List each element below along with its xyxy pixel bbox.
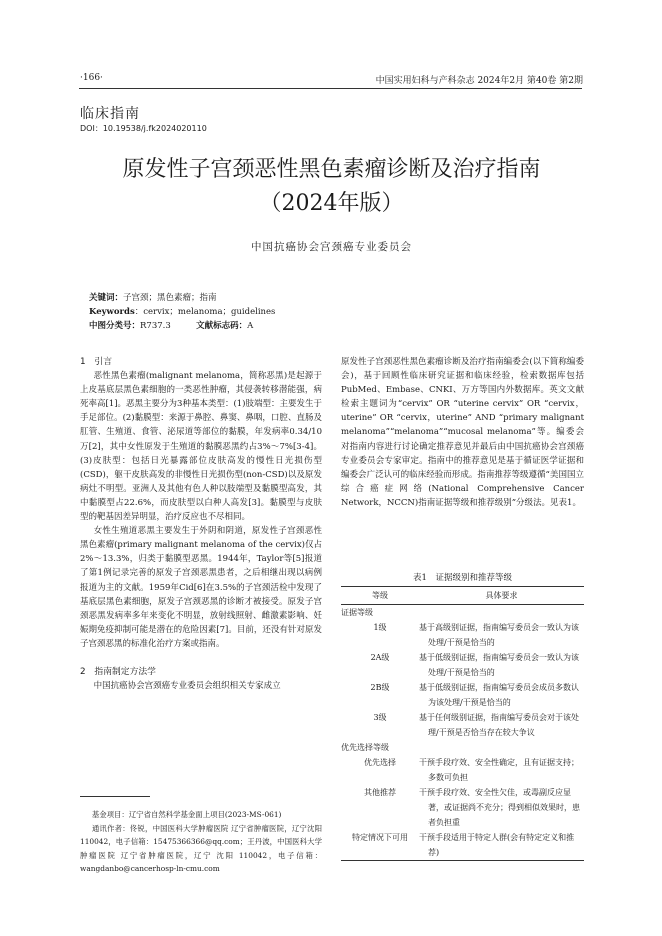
table-row [341,710,584,740]
keywords-en-label: Keywords [89,307,135,317]
table-cell-level: 证据等级 [341,608,373,617]
doi: DOI：10.19538/j.fk2024020110 [80,124,207,133]
section-label: 临床指南 [80,106,140,122]
table-cell-desc: 干预手段疗效、安全性欠佳，或毒副反应显著，或证据尚不充分；得到相似效果时，患者负担重 [419,788,580,827]
table-cell-level: 优先选择等级 [341,743,389,752]
table-cell-desc: 基于高级别证据，指南编写委员会一致认为该处理/干预是恰当的 [419,623,579,647]
table-cell-level: 特定情况下可用 [341,830,419,861]
section-1-heading: 1 引言 [80,357,112,367]
table-cell-level: 2B级 [370,683,390,692]
table-row [341,740,584,755]
table-cell-desc: 基于低级别证据，指南编写委员会成员多数认为该处理/干预是恰当的 [419,683,579,707]
keywords-en [89,306,275,319]
table-cell-desc: 基于低级别证据，指南编写委员会一致认为该处理/干预是恰当的 [419,653,579,677]
table-cell-desc: 干预手段疗效、安全性确定，且有证据支持；多数可负担 [419,758,579,782]
left-column [80,355,322,693]
clc-label: 中图分类号： [89,321,141,331]
evidence-table [341,586,584,861]
clc-code: R737.3 [140,321,171,331]
methodology-paragraph: 原发性子宫颈恶性黑色素瘤诊断及治疗指南编委会(以下简称编委会)，基于回顾性临床研究证据和临床经验，检索数据库包括PubMed、Embase、CNKI、万方等国内外数据库。英文文献检索主题词为“cervix” OR “uterine cervix” OR “cervix，uterine” OR “cervix，uterine” AND “primary malignant melanoma”“melanoma”“mucosal melanoma”等。编委会对指南内容进行讨论确定推荐意见并最后由中国抗癌协会宫颈癌专业委员会专家审定。指南中的推荐意见是基于循证医学证据和编委会广泛认可的临床经验而形成。指南推荐等级遵循“美国国立综合癌症网络(National Comprehensive Cancer Network，NCCN)指南证据等级和推荐级别”分级法。见表1。 [341,357,584,508]
keywords-cn [89,292,217,305]
table-row [341,755,584,785]
table-row [341,785,584,830]
authors: 中国抗癌协会宫颈癌专业委员会 [251,241,412,253]
table-header-row [341,587,584,605]
article-title: 原发性子宫颈恶性黑色素瘤诊断及治疗指南 [122,157,541,182]
table-cell-level: 1级 [373,623,387,632]
funding-note: 基金项目：辽宁省自然科学基金面上项目(2023-MS-061) [91,810,282,819]
section-2-heading: 2 指南制定方法学 [80,666,156,677]
table-cell-desc [419,740,584,755]
table-cell-desc: 基于任何级别证据，指南编写委员会对于该处理/干预是否恰当存在较大争议 [419,713,579,737]
table-cell-level: 3级 [373,713,387,722]
footnote-rule [80,796,150,797]
doc-code: A [247,321,254,331]
article-title-edition: （2024年版） [259,191,404,216]
table-cell-level: 优先选择 [364,758,396,767]
table-cell-desc: 干预手段适用于特定人群(会有特定定义和推荐) [419,830,584,861]
doc-code-label: 文献标志码： [196,321,248,331]
table-header-level: 等级 [341,587,419,605]
header-rule [79,88,582,89]
table-header-requirement: 具体要求 [419,587,584,605]
table-cell-level: 其他推荐 [364,788,396,797]
table-caption: 表1 证据级别和推荐等级 [413,573,512,583]
classification [89,320,253,333]
table-row [341,830,584,861]
table-cell-desc [419,605,584,621]
right-column [341,355,584,510]
table-row [341,620,584,650]
table-cell-level: 2A级 [370,653,390,662]
footnote [80,808,322,876]
corresponding-author-note: 通讯作者：佟锐，中国医科大学肿瘤医院 辽宁省肿瘤医院，辽宁沈阳 110042，电子信箱：15475366366@qq.com；王丹波，中国医科大学肿瘤医院 辽宁省肿瘤医院，辽宁 沈阳 110042，电子信箱：wangdanbo@cancerhosp-ln-cmu.com [80,823,322,874]
journal-header: 中国实用妇科与产科杂志 2024年2月 第40卷 第2期 [375,76,583,86]
keywords-cn-text: 子宫颈；黑色素瘤；指南 [123,293,217,303]
table-row [341,650,584,680]
table-row [341,680,584,710]
section-2-paragraph-1: 中国抗癌协会宫颈癌专业委员会组织相关专家成立 [93,681,281,692]
page-number: ·166· [80,73,103,83]
section-1-paragraph-1: 恶性黑色素瘤(malignant melanoma，简称恶黑)是起源于上皮基底层黑色素细胞的一类恶性肿瘤，其侵袭转移潜能强，病死率高[1]。恶黑主要分为3种基本类型：(1)肢端型：主要发生于手足部位。(2)黏膜型：来源于鼻腔、鼻窦、鼻咽，口腔、直肠及肛管、生殖道、食管、泌尿道等部位的黏膜，年发病率0.34/10万[2]，其中女性原发于生殖道的黏膜恶黑约占3%～7%[3-4]。(3)皮肤型：包括日光暴露部位皮肤高发的慢性日光损伤型(CSD)，躯干皮肤高发的非慢性日光损伤型(non-CSD)以及原发病灶不明型。亚洲人及其他有色人种以肢端型及黏膜型高发，其中黏膜型占22.6%，而皮肤型以白种人高发[3]。黏膜型与皮肤型的靶基因差异明显，治疗反应也不尽相同。 [80,371,322,523]
keywords-en-text: ：cervix；melanoma；guidelines [134,307,276,317]
keywords-cn-label: 关键词： [89,293,124,303]
table-row [341,605,584,621]
section-1-paragraph-2: 女性生殖道恶黑主要发生于外阴和阴道，原发性子宫颈恶性黑色素瘤(primary malignant melanoma of the cervix)仅占2%～13.3%，归类于黏膜型恶黑。1944年，Taylor等[5]报道了第1例记录完善的原发子宫颈恶黑患者，之后相继出现以病例报道为主的文献。1959年Cid[6]在3.5%的子宫颈活检中发现了基底层黑色素细胞，原发子宫颈恶黑的诊断才被接受。原发子宫颈恶黑发病率多年来变化不明显，放射线照射、雌激素影响、妊娠期免疫抑制可能是潜在的危险因素[7]。目前，还没有针对原发子宫颈恶黑的标准化治疗方案或指南。 [80,526,322,649]
